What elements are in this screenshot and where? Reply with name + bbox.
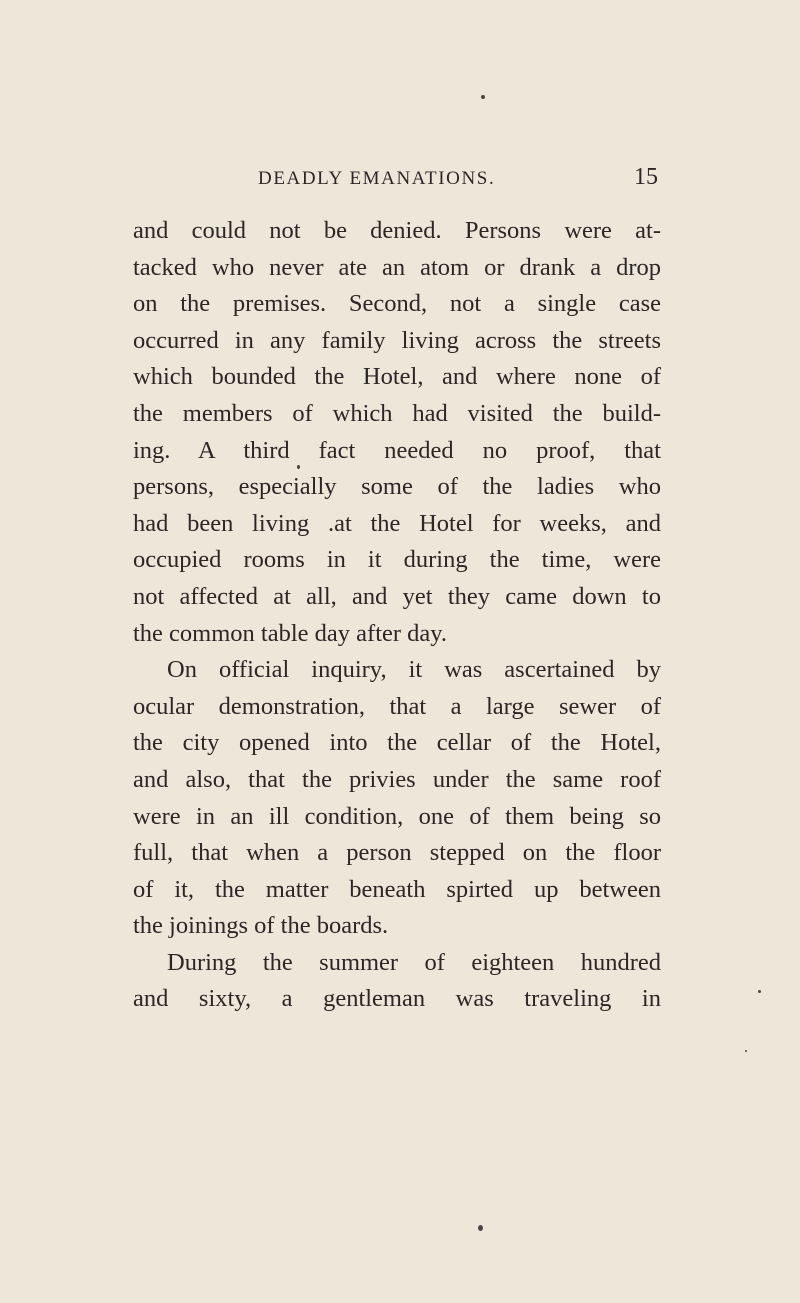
text-line: which bounded the Hotel, and where none of: [133, 363, 661, 391]
text-line: were in an ill condition, one of them being so: [133, 802, 661, 830]
paragraph-end-line: the joinings of the boards.: [133, 912, 389, 940]
text-line: ocular demonstration, that a large sewer of: [133, 692, 661, 720]
text-line: full, that when a person stepped on the floor: [133, 839, 661, 867]
text-line: and could not be denied. Persons were at-: [133, 217, 661, 244]
text-line: tacked who never ate an atom or drank a drop: [133, 253, 661, 281]
print-speck: [297, 465, 300, 469]
text-line: on the premises. Second, not a single case: [133, 290, 661, 318]
page-number: 15: [634, 164, 658, 190]
running-head: DEADLY EMANATIONS.: [258, 168, 496, 189]
print-speck: [481, 95, 485, 99]
text-line: ing. A third fact needed no proof, that: [133, 436, 661, 464]
paragraph-start-line: During the summer of eighteen hundred: [167, 948, 661, 976]
text-line: had been living .at the Hotel for weeks, and: [133, 509, 661, 537]
text-line: of it, the matter beneath spirted up between: [133, 875, 661, 903]
text-line: the city opened into the cellar of the Hotel,: [133, 729, 661, 757]
print-speck: [478, 1225, 483, 1231]
print-speck: [758, 990, 761, 993]
text-line: persons, especially some of the ladies who: [133, 473, 661, 501]
paragraph-start-line: On official inquiry, it was ascertained by: [167, 656, 661, 684]
body-text: [133, 213, 661, 1018]
text-line: occupied rooms in it during the time, were: [133, 546, 661, 574]
page-header: [258, 164, 658, 194]
print-speck: [745, 1050, 747, 1052]
paragraph-end-line: the common table day after day.: [133, 619, 448, 647]
text-line: and also, that the privies under the same roof: [133, 765, 661, 793]
text-line: not affected at all, and yet they came down to: [133, 582, 661, 610]
text-line: the members of which had visited the build-: [133, 399, 661, 427]
text-line: occurred in any family living across the streets: [133, 326, 661, 354]
text-line: and sixty, a gentleman was traveling in: [133, 985, 661, 1013]
